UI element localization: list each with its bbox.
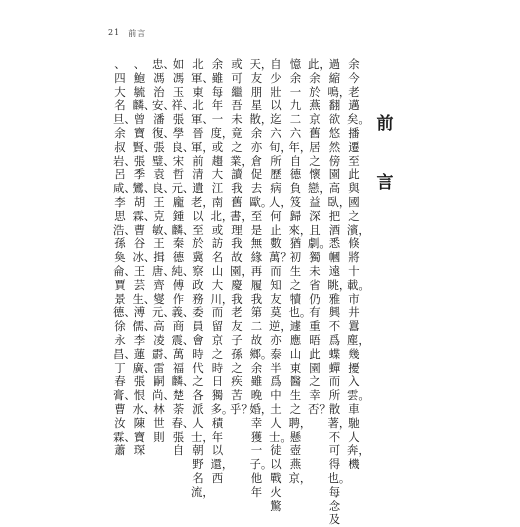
text-column-7-content: 或可繼吾未竟之業，讀我舊書，理我故園，慶我老友子孫之疾苦乎？: [230, 57, 253, 416]
text-column-8-content: 余雖每年一度，或趨大江南北，或訪名山大川，而留京之時日獨多。積年以還，西: [210, 57, 234, 485]
running-head: [108, 28, 146, 39]
text-column-6-content: 天，友朋星散，余亦倉促去歐。至是無緣再履我第二故鄉。余雖晚婚，幸獲一子。他年: [249, 57, 273, 499]
text-column-2-content: 過縮鳴，翻欲悠然傍園高臥，把酒悉幗遠眺，雅興不爲蝶蟬而所散著，不可得也。每念及: [327, 57, 351, 527]
text-column-9-content: 北軍、東北軍、晉軍，前清遺老，以至於冀察政務委員會時代之各派人士，朝野名流，: [191, 57, 214, 499]
text-column-1-content: 余今老邁矣。播遷至此與國之濱，倏將十載。市井囂塵，幾擾入雲。車馳人奔，機: [347, 57, 370, 472]
chapter-title-char-2: 言: [376, 173, 394, 193]
page-number: 21: [108, 28, 121, 37]
text-column-3: [308, 57, 331, 478]
chapter-title-char-1: 前: [376, 114, 394, 134]
text-column-4: [288, 57, 312, 485]
text-column-3-content: 此，余於燕京舊居之懷戀，益深且劇。獨未省仍有重晤此園之幸否？: [308, 57, 331, 416]
running-title: 前言: [128, 29, 147, 38]
chapter-title: [374, 116, 396, 192]
text-column-13: [113, 57, 136, 478]
text-column-11-content: 忠、馮治安、潘復、張璧、袁良、王克敏、王揖唐、齊燮元、高凌霨、雷嗣尚、林世則: [152, 57, 175, 444]
body-text: [105, 57, 370, 527]
text-column-12-content: 、鮑毓麟、曾寶賢、張季鸞、胡霖、曹谷冰、王芸生、溥儒、李蓮廣、張恨水、陳寶琛: [132, 57, 156, 458]
text-column-1: [347, 57, 370, 478]
text-column-5-content: 自少壯以迄六旬，所歷病人，何止數萬？而知友莫逆，亦泰半爲中土人士。徒以戰火驚: [269, 57, 292, 513]
text-column-10-content: 如馮玉祥、張學良、宋哲元、龐鍾麟、秦德純、傅作義、商震、萬福麟、楚荼春、張自: [171, 57, 195, 458]
text-column-13-content: 、四大名旦、余叔岩、呂咸、李思浩、孫奐侖、賈景德、徐永昌、丁春膏、曹汝霖、蕭: [113, 57, 136, 458]
text-column-4-content: 憶余一九二六年，自德負笈歸來，猶初生之犢也。遽應山東醫生之聘，懸壺燕京，: [288, 57, 312, 485]
